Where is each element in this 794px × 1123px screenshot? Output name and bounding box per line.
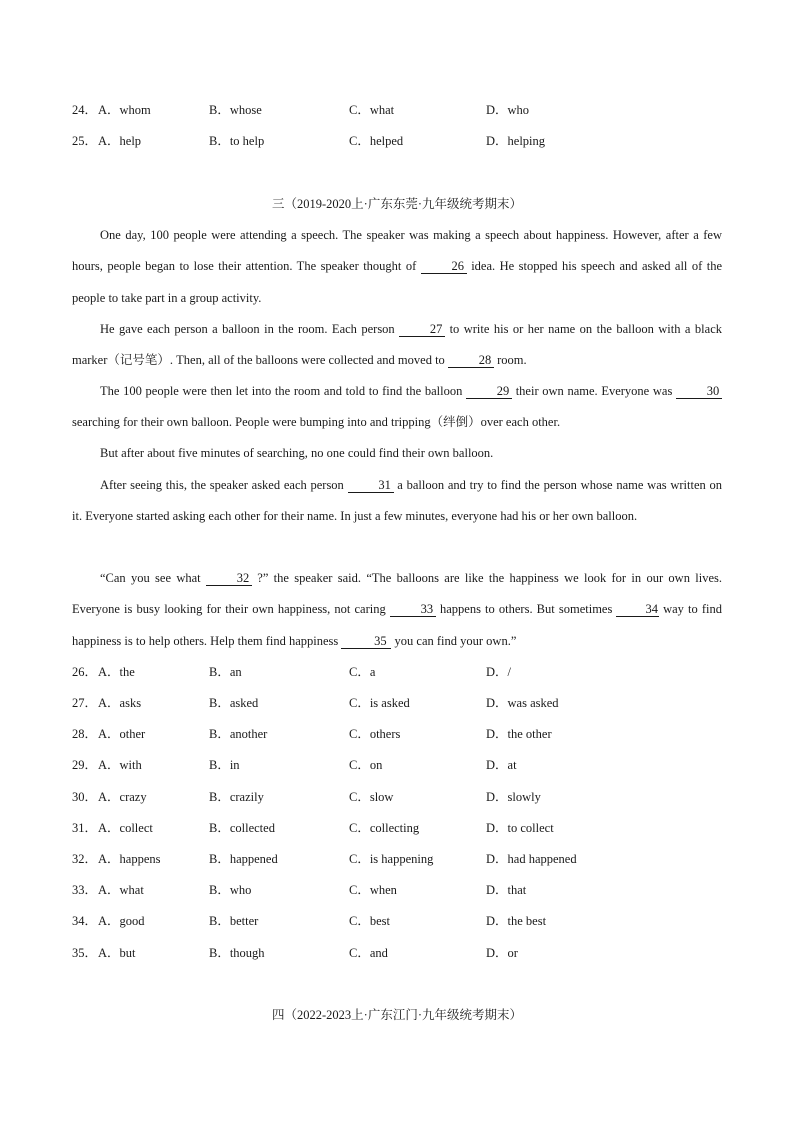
question-row (72, 818, 732, 838)
question-row (72, 100, 732, 120)
blank-27: 27 (399, 322, 445, 337)
blank-30: 30 (676, 384, 722, 399)
option-c: C．others (349, 727, 401, 741)
option-c: C．best (349, 914, 390, 928)
question-number: 25． (72, 134, 98, 148)
option-a: A．whom (98, 103, 151, 117)
question-row (72, 849, 732, 869)
option-c: C．is asked (349, 696, 410, 710)
passage-text: “Can you see what (100, 571, 206, 585)
option-d: D．had happened (486, 852, 577, 866)
passage-text: ?” the speaker said. “The balloons are like the happiness we look for in our own lives. Everyone is busy looking for their own happiness, not caring (72, 571, 722, 617)
question-number: 24． (72, 103, 98, 117)
option-a: A．but (98, 946, 136, 960)
section-heading: 四（2022-2023上·广东江门·九年级统考期末） (272, 1008, 522, 1022)
question-number: 34． (72, 914, 98, 928)
question-number: 28． (72, 727, 98, 741)
blank-32: 32 (206, 571, 252, 586)
question-row (72, 755, 732, 775)
passage-text: their own name. Everyone was (512, 384, 676, 398)
passage-text: The 100 people were then let into the room and told to find the balloon (100, 384, 467, 398)
question-number: 32． (72, 852, 98, 866)
option-b: B．to help (209, 134, 265, 148)
passage-paragraph-1 (72, 220, 722, 314)
passage-paragraph-2 (72, 314, 722, 377)
option-d: D．or (486, 946, 518, 960)
question-number: 29． (72, 758, 98, 772)
question-number: 35． (72, 946, 98, 960)
blank-28: 28 (448, 353, 494, 368)
option-d: D．who (486, 103, 530, 117)
option-c: C．slow (349, 790, 394, 804)
option-a: A．asks (98, 696, 142, 710)
question-row (72, 662, 732, 682)
question-number: 26． (72, 665, 98, 679)
blank-31: 31 (348, 478, 394, 493)
blank-26: 26 (421, 259, 467, 274)
option-c: C．what (349, 103, 395, 117)
blank-35: 35 (341, 634, 391, 649)
option-a: A．what (98, 883, 144, 897)
passage-text: idea. He stopped his speech and asked all of the people to take part in a group activity. (72, 259, 723, 305)
option-a: A．collect (98, 821, 153, 835)
passage-text: you can find your own.” (391, 633, 517, 648)
option-d: D．helping (486, 134, 546, 148)
passage-paragraph-4 (72, 438, 722, 469)
question-row (72, 787, 732, 807)
passage-text: After seeing this, the speaker asked each person (100, 478, 348, 492)
option-c: C．on (349, 758, 383, 772)
option-b: B．an (209, 665, 242, 679)
passage-text: room. (493, 353, 527, 368)
option-a: A．good (98, 914, 145, 928)
option-c: C．when (349, 883, 397, 897)
section-heading: 三（2019-2020上·广东东莞·九年级统考期末） (272, 197, 522, 211)
passage-paragraph-6 (72, 563, 722, 657)
option-b: B．whose (209, 103, 262, 117)
option-a: A．other (98, 727, 146, 741)
passage-text: But after about five minutes of searching, no one could find their own balloon. (100, 446, 494, 460)
question-row (72, 131, 732, 151)
passage-text: way to find happiness is to help others. Help them find happiness (72, 602, 722, 648)
option-a: A．happens (98, 852, 161, 866)
option-b: B．crazily (209, 790, 264, 804)
question-row (72, 693, 732, 713)
option-b: B．another (209, 727, 268, 741)
blank-29: 29 (466, 384, 512, 399)
passage-text: happens to others. But sometimes (435, 602, 617, 617)
option-b: B．who (209, 883, 252, 897)
option-c: C．helped (349, 134, 404, 148)
passage-text: One day, 100 people were attending a speech. The speaker was making a speech about happiness. However, after a few hours, people began to lose their attention. The speaker thought of (72, 228, 722, 274)
option-b: B．better (209, 914, 259, 928)
option-a: A．crazy (98, 790, 147, 804)
option-d: D．slowly (486, 790, 541, 804)
passage-text: a balloon and try to find the person whose name was written on it. Everyone started asking each other for their name. In just a few minutes, everyone had his or her own balloon. (72, 478, 722, 524)
option-d: D．that (486, 883, 527, 897)
option-c: C．and (349, 946, 388, 960)
option-a: A．help (98, 134, 142, 148)
option-c: C．a (349, 665, 376, 679)
question-row (72, 911, 732, 931)
option-b: B．in (209, 758, 240, 772)
option-a: A．with (98, 758, 142, 772)
option-d: D．was asked (486, 696, 559, 710)
blank-34: 34 (616, 602, 659, 617)
question-row (72, 724, 732, 744)
passage-text: He gave each person a balloon in the room. Each person (100, 322, 400, 336)
passage-text: searching for their own balloon. People were bumping into and tripping（绊倒）over each other. (72, 415, 561, 430)
question-number: 30． (72, 790, 98, 804)
option-d: D．to collect (486, 821, 554, 835)
question-row (72, 880, 732, 900)
question-row (72, 943, 732, 963)
question-number: 31． (72, 821, 98, 835)
passage-text: to write his or her name on the balloon with a black marker（记号笔）. Then, all of the balloons were collected and moved to (72, 322, 722, 368)
passage-paragraph-3 (72, 376, 722, 439)
option-d: D．/ (486, 665, 512, 679)
question-number: 33． (72, 883, 98, 897)
option-b: B．collected (209, 821, 275, 835)
option-d: D．at (486, 758, 517, 772)
option-b: B．though (209, 946, 265, 960)
option-b: B．asked (209, 696, 259, 710)
option-b: B．happened (209, 852, 278, 866)
question-number: 27． (72, 696, 98, 710)
option-c: C．collecting (349, 821, 420, 835)
blank-33: 33 (390, 602, 436, 617)
option-c: C．is happening (349, 852, 434, 866)
passage-paragraph-5 (72, 470, 722, 533)
option-d: D．the best (486, 914, 547, 928)
option-d: D．the other (486, 727, 552, 741)
option-a: A．the (98, 665, 135, 679)
